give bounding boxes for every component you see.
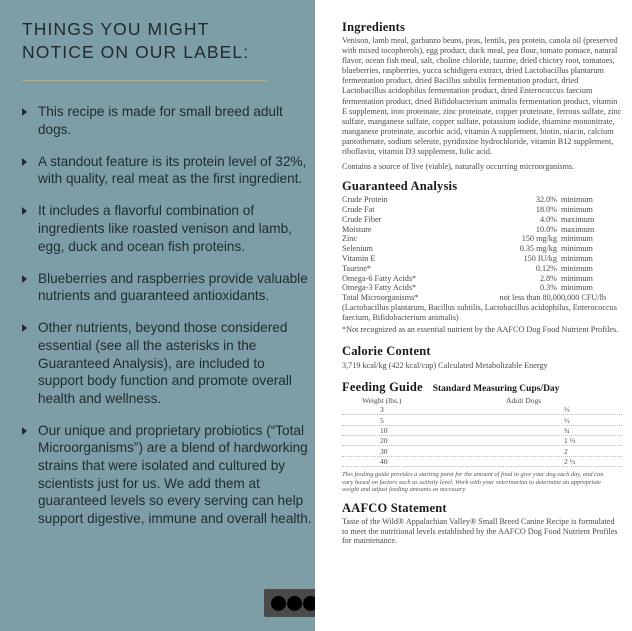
feeding-row xyxy=(342,457,622,467)
feeding-row xyxy=(342,405,622,415)
nutrient-value: 2.8% xyxy=(539,273,557,283)
nutrient-value: 10.0% xyxy=(535,224,557,234)
dog-weight: 10 xyxy=(380,426,388,436)
analysis-row xyxy=(342,215,606,225)
bullet-arrow-icon xyxy=(22,207,27,215)
bullet-arrow-icon xyxy=(22,158,27,166)
nutrient-name: Taurine* xyxy=(342,263,371,273)
microorganism-note: Contains a source of live (viable), naturally occurring microorganisms. xyxy=(342,162,575,172)
feeding-guide-heading: Feeding Guide xyxy=(342,379,423,394)
nutrient-value: 0.3% xyxy=(539,283,557,293)
analysis-row xyxy=(342,195,606,205)
analysis-row xyxy=(342,205,606,215)
dog-weight: 20 xyxy=(380,436,388,446)
calorie-heading: Calorie Content xyxy=(342,343,431,358)
analysis-row xyxy=(342,244,606,254)
weight-column-header: Weight (lbs.) xyxy=(362,395,402,405)
bullet-arrow-icon xyxy=(22,324,27,332)
feeding-row xyxy=(342,415,622,425)
analysis-row xyxy=(342,283,606,293)
feeding-table xyxy=(342,405,622,467)
feeding-note: This feeding guide provides a starting point for the amount of food to give your dog each day, and can vary based on factors such as activity level. Work with your veterinarian to determine an appropriate weight and adjust feeding amounts as necessary. xyxy=(342,471,604,494)
bullet-arrow-icon xyxy=(22,108,27,116)
nutrient-name: Selenium xyxy=(342,244,373,254)
feature-item: Other nutrients, beyond those considered essential (see all the asterisks in the Guaranteed Analysis), are included to support body function and promote overall health and wellness. xyxy=(22,319,312,407)
nutrient-value: 32.0% xyxy=(535,195,557,205)
nutrient-value: 150 mg/kg xyxy=(521,234,557,244)
nutrient-value: 18.0% xyxy=(535,204,557,214)
panel-heading: THINGS YOU MIGHT NOTICE ON OUR LABEL: xyxy=(22,19,250,62)
redaction-dot xyxy=(287,596,302,611)
analysis-row xyxy=(342,234,606,244)
analysis-row xyxy=(342,264,606,274)
nutrient-name: Omega-3 Fatty Acids* xyxy=(342,283,417,293)
cups-per-day: ½ xyxy=(564,415,570,425)
nutrient-name: Moisture xyxy=(342,224,372,234)
guaranteed-analysis-heading: Guaranteed Analysis xyxy=(342,179,458,194)
bullet-arrow-icon xyxy=(22,275,27,283)
nutrient-limit: minimum xyxy=(561,283,593,293)
micro-name: Total Microorganisms* xyxy=(342,293,419,303)
ingredients-heading: Ingredients xyxy=(342,20,406,34)
analysis-row xyxy=(342,254,606,264)
nutrient-name: Zinc xyxy=(342,234,358,244)
nutrient-footnote: *Not recognized as an essential nutrient by the AAFCO Dog Food Nutrient Profiles. xyxy=(342,324,619,334)
feature-list xyxy=(22,103,315,527)
feature-item: It includes a flavorful combination of ingredients like roasted venison and lamb, egg, duck and ocean fish proteins. xyxy=(22,202,312,255)
microorganisms-row xyxy=(342,293,606,303)
micro-value: not less than 80,000,000 CFU/lb xyxy=(499,293,606,303)
feeding-row xyxy=(342,426,622,436)
feeding-table-header xyxy=(342,396,622,405)
guaranteed-analysis-table xyxy=(342,195,606,293)
nutrient-value: 0.12% xyxy=(535,263,557,273)
nutrient-limit: minimum xyxy=(561,253,593,263)
feature-item: This recipe is made for small breed adult dogs. xyxy=(22,103,312,138)
micro-strains: (Lactobacillus plantarum, Bacillus subtilis, Lactobacillus acidophilus, Enterococcus faecium, Bifidobacterium animalis) xyxy=(342,302,617,322)
nutrient-limit: maximum xyxy=(561,224,595,234)
feeding-guide-subtitle: Standard Measuring Cups/Day xyxy=(432,383,560,394)
feature-item: Blueberries and raspberries provide valuable nutrients and guaranteed antioxidants. xyxy=(22,270,312,305)
nutrient-value: 0.35 mg/kg xyxy=(519,244,557,254)
cups-per-day: ¾ xyxy=(564,426,570,436)
analysis-row xyxy=(342,274,606,284)
adult-dogs-column-header: Adult Dogs xyxy=(506,395,542,405)
nutrient-name: Vitamin E xyxy=(342,253,376,263)
dog-weight: 5 xyxy=(380,415,384,425)
nutrition-label-panel xyxy=(315,0,632,631)
feeding-guide-header xyxy=(342,380,622,395)
cups-per-day: 2 ½ xyxy=(564,457,576,467)
dog-weight: 40 xyxy=(380,457,388,467)
nutrient-limit: minimum xyxy=(561,204,593,214)
feature-item: A standout feature is its protein level of 32%, with quality, real meat as the first ingredient. xyxy=(22,153,312,188)
cups-per-day: 1 ⅓ xyxy=(564,436,576,446)
analysis-row xyxy=(342,225,606,235)
bullet-arrow-icon xyxy=(22,427,27,435)
aafco-heading: AAFCO Statement xyxy=(342,501,447,516)
cups-per-day: ⅓ xyxy=(564,405,570,415)
nutrient-limit: minimum xyxy=(561,263,593,273)
nutrient-limit: minimum xyxy=(561,244,593,254)
calorie-section xyxy=(342,344,622,371)
nutrient-limit: minimum xyxy=(561,234,593,244)
label-explainer-panel xyxy=(0,0,315,631)
nutrient-name: Omega-6 Fatty Acids* xyxy=(342,273,417,283)
calorie-text: 3,719 kcal/kg (422 kcal/cup) Calculated Metabolizable Energy xyxy=(342,360,548,370)
nutrient-name: Crude Fat xyxy=(342,204,375,214)
gold-divider xyxy=(22,80,267,81)
dog-weight: 30 xyxy=(380,446,388,456)
nutrient-name: Crude Protein xyxy=(342,195,388,205)
feeding-row xyxy=(342,436,622,446)
nutrient-limit: maximum xyxy=(561,214,595,224)
nutrient-limit: minimum xyxy=(561,195,593,205)
aafco-text: Taste of the Wild® Appalachian Valley® Small Breed Canine Recipe is formulated to meet the nutritional levels established by the AAFCO Dog Food Nutrient Profiles for maintenance. xyxy=(342,517,618,546)
nutrient-name: Crude Fiber xyxy=(342,214,382,224)
feeding-row xyxy=(342,446,622,456)
dog-weight: 3 xyxy=(380,405,384,415)
cups-per-day: 2 xyxy=(564,446,568,456)
nutrient-limit: minimum xyxy=(561,273,593,283)
nutrient-value: 4.0% xyxy=(539,214,557,224)
ingredients-text: Venison, lamb meal, garbanzo beans, peas, lentils, pea protein, canola oil (preserved with mixed tocopherols), egg product, duck meal, pea flour, tomato pomace, natural flavor, ocean fish meal, salt, choline chloride, taurine, dried chicory root, tomatoes, blueberries, raspberries, yucca schidigera extract, dried Lactobacillus plantarum fermentation product, dried Bacillus subtilis fermentation product, dried Lactobacillus acidophilus fermentation product, dried Enterococcus faecium fermentation product, dried Bifidobacterium animalis fermentation product, vitamin E supplement, iron proteinate, zinc proteinate, copper proteinate, ferrous sulfate, zinc sulfate, manganese sulfate, copper sulfate, potassium iodide, thiamine mononitrate, manganese proteinate, ascorbic acid, vitamin A supplement, biotin, niacin, calcium pantothenate, sodium selenite, pyridoxine hydrochloride, vitamin B12 supplement, riboflavin, vitamin D3 supplement, folic acid. xyxy=(342,36,622,157)
feature-item: Our unique and proprietary probiotics (“Total Microorganisms”) are a blend of hardworking strains that were isolated and cultured by scientists just for us. We add them at guaranteed levels so every serving can help support digestive, immune and overall health. xyxy=(22,422,312,528)
redaction-dot xyxy=(271,596,286,611)
nutrient-value: 150 IU/kg xyxy=(523,253,557,263)
aafco-section xyxy=(342,501,622,546)
